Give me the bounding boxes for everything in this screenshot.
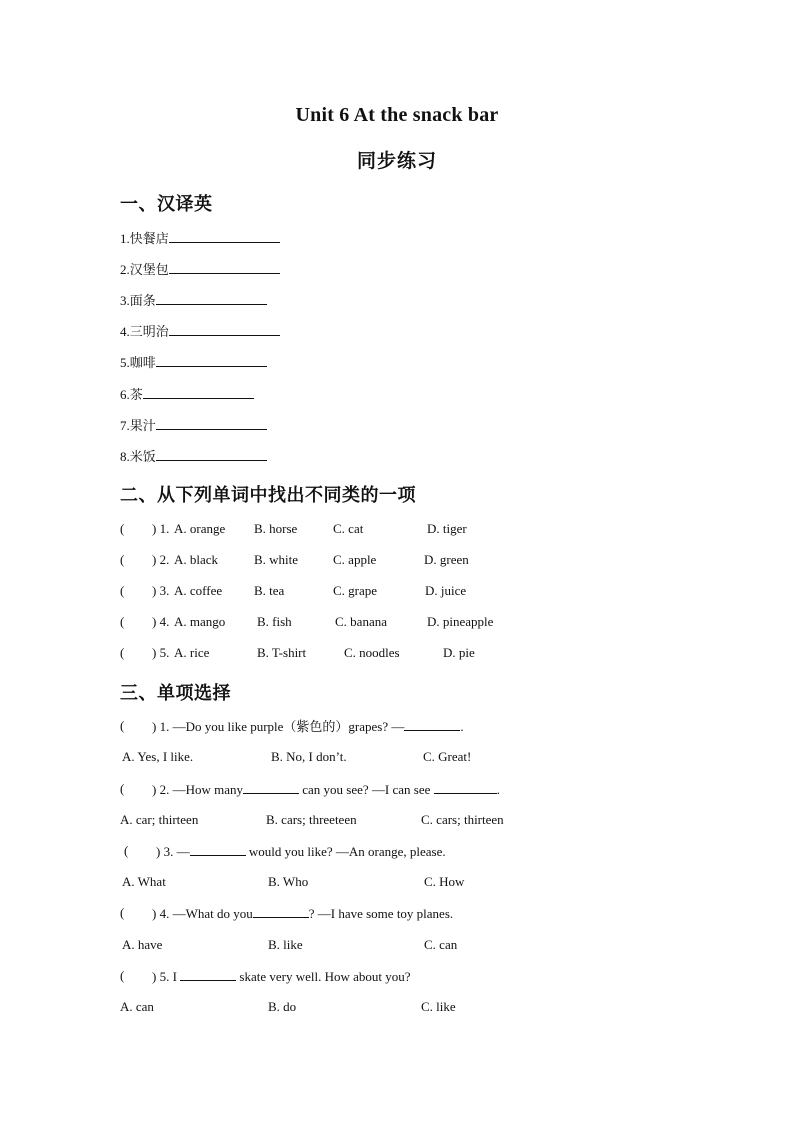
answer-blank[interactable] <box>143 386 254 399</box>
answer-blank[interactable] <box>156 448 267 461</box>
option-a: A. car; thirteen <box>120 812 199 827</box>
option-d: D. green <box>424 552 469 567</box>
question-stem <box>152 781 500 798</box>
option-d: D. tiger <box>427 521 467 536</box>
item-number: 7. <box>120 418 130 433</box>
option-b: B. No, I don’t. <box>271 749 347 764</box>
item-text: 果汁 <box>129 419 156 434</box>
section1-item <box>120 323 280 341</box>
option-d: D. juice <box>425 583 467 598</box>
item-text: 茶 <box>129 388 143 403</box>
answer-paren[interactable]: ( <box>120 521 125 536</box>
page-title: Unit 6 At the snack bar <box>295 104 499 126</box>
answer-paren[interactable]: ( <box>120 968 125 983</box>
question-text-mid: can you see? —I can see <box>299 782 434 797</box>
item-number: 5. <box>120 355 130 370</box>
answer-blank[interactable] <box>169 261 280 274</box>
section1-item <box>120 292 267 310</box>
question-number: ) 3. <box>152 583 170 598</box>
question-number: ) 4. <box>152 614 170 629</box>
section1-item <box>120 261 280 279</box>
option-b: B. cars; threeteen <box>266 812 357 827</box>
answer-paren[interactable]: ( <box>120 781 125 796</box>
answer-blank[interactable] <box>253 905 309 918</box>
question-number: ) 1. <box>152 521 170 536</box>
answer-blank[interactable] <box>190 843 246 856</box>
item-number: 1. <box>120 231 130 246</box>
answer-paren[interactable]: ( <box>120 645 125 660</box>
option-a: A. mango <box>174 614 226 629</box>
item-text: 面条 <box>129 294 156 309</box>
answer-blank[interactable] <box>156 292 267 305</box>
answer-blank[interactable] <box>434 781 497 794</box>
answer-blank[interactable] <box>180 968 236 981</box>
option-c: C. like <box>421 999 456 1014</box>
option-a: A. can <box>120 999 154 1014</box>
option-a: A. orange <box>174 521 226 536</box>
option-a: A. coffee <box>174 583 223 598</box>
section1-item <box>120 230 280 248</box>
option-c: C. Great! <box>423 749 472 764</box>
answer-blank[interactable] <box>169 230 280 243</box>
option-b: B. white <box>254 552 299 567</box>
option-d: D. pie <box>443 645 475 660</box>
answer-blank[interactable] <box>156 354 267 367</box>
option-a: A. Yes, I like. <box>122 749 194 764</box>
section1-item <box>120 386 254 404</box>
option-b: B. T-shirt <box>257 645 307 660</box>
option-b: B. tea <box>254 583 285 598</box>
question-text-end: would you like? —An orange, please. <box>245 844 446 859</box>
question-text: ) 4. —What do you <box>152 906 253 921</box>
option-d: D. pineapple <box>427 614 494 629</box>
answer-blank[interactable] <box>169 323 280 336</box>
option-c: C. How <box>424 874 465 889</box>
answer-paren[interactable]: ( <box>120 718 125 733</box>
option-c: C. cars; thirteen <box>421 812 504 827</box>
option-c: C. apple <box>333 552 377 567</box>
item-text: 咖啡 <box>129 356 156 371</box>
item-number: 6. <box>120 387 130 402</box>
item-text: 快餐店 <box>129 232 169 247</box>
option-c: C. banana <box>335 614 387 629</box>
option-b: B. Who <box>268 874 309 889</box>
option-c: C. can <box>424 937 458 952</box>
item-number: 3. <box>120 293 130 308</box>
section1-heading: 一、汉译英 <box>120 194 213 215</box>
question-stem <box>152 718 464 735</box>
answer-paren[interactable]: ( <box>120 614 125 629</box>
question-text-end: skate very well. How about you? <box>236 969 411 984</box>
answer-blank[interactable] <box>156 417 267 430</box>
item-number: 8. <box>120 449 130 464</box>
question-stem <box>152 905 453 922</box>
answer-paren[interactable]: ( <box>120 583 125 598</box>
item-text: 三明治 <box>129 325 169 340</box>
option-c: C. grape <box>333 583 378 598</box>
answer-paren[interactable]: ( <box>120 552 125 567</box>
question-stem <box>152 968 411 985</box>
section1-item <box>120 448 267 466</box>
option-c: C. cat <box>333 521 364 536</box>
option-b: B. horse <box>254 521 298 536</box>
question-text-end: ? —I have some toy planes. <box>308 906 454 921</box>
question-text-end: . <box>496 782 500 797</box>
answer-paren[interactable]: ( <box>124 843 129 858</box>
question-stem <box>156 843 446 860</box>
option-a: A. rice <box>174 645 210 660</box>
option-b: B. like <box>268 937 303 952</box>
section1-item <box>120 354 267 372</box>
page-subtitle: 同步练习 <box>356 150 437 172</box>
option-b: B. do <box>268 999 297 1014</box>
answer-blank[interactable] <box>404 718 460 731</box>
question-text: ) 5. I <box>152 969 181 984</box>
question-text-end: . <box>460 719 464 734</box>
option-b: B. fish <box>257 614 292 629</box>
section1-item <box>120 417 267 435</box>
question-text: ) 2. —How many <box>152 782 243 797</box>
answer-blank[interactable] <box>243 781 299 794</box>
item-number: 4. <box>120 324 130 339</box>
option-a: A. black <box>174 552 219 567</box>
option-a: A. What <box>122 874 166 889</box>
question-text: ) 3. — <box>156 844 190 859</box>
section3-heading: 三、单项选择 <box>120 683 231 704</box>
question-number: ) 2. <box>152 552 170 567</box>
option-c: C. noodles <box>344 645 400 660</box>
item-text: 汉堡包 <box>129 263 169 278</box>
section2-heading: 二、从下列单词中找出不同类的一项 <box>120 485 416 506</box>
item-text: 米饭 <box>129 450 156 465</box>
item-number: 2. <box>120 262 130 277</box>
option-a: A. have <box>122 937 163 952</box>
question-number: ) 5. <box>152 645 170 660</box>
question-text: ) 1. —Do you like purple（紫色的）grapes? — <box>152 719 405 734</box>
answer-paren[interactable]: ( <box>120 905 125 920</box>
